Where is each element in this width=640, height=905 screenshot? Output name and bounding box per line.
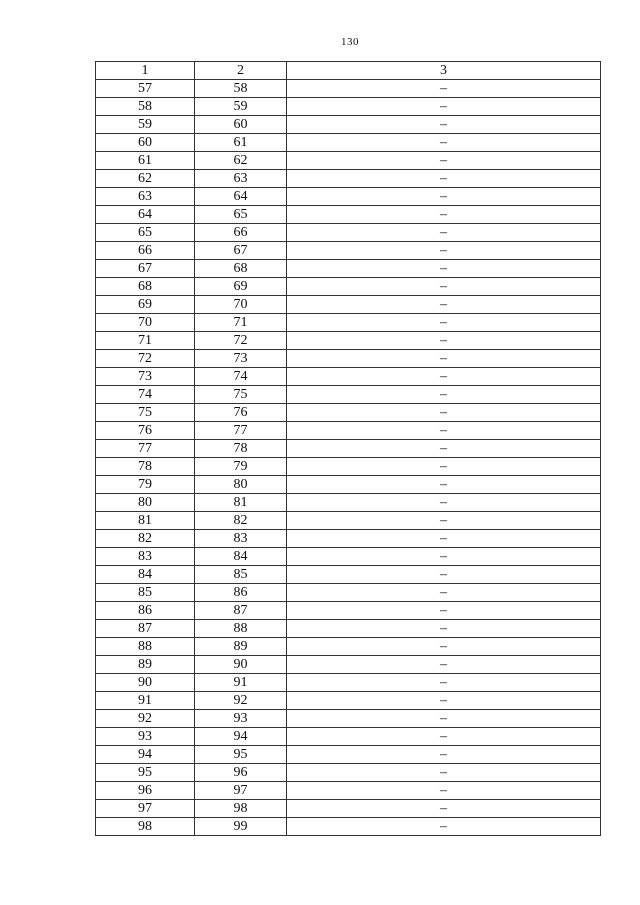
table-row [96,746,601,764]
table-cell-col-2: 97 [195,782,287,800]
table-cell-col-2: 70 [195,296,287,314]
table-cell-col-2: 89 [195,638,287,656]
table-cell-col-2: 58 [195,80,287,98]
table-row [96,134,601,152]
table-cell-col-3: – [287,782,601,800]
table-cell-col-3: – [287,494,601,512]
table-cell-col-2: 67 [195,242,287,260]
table-cell-col-3: – [287,296,601,314]
table-cell-col-1: 61 [96,152,195,170]
table-cell-col-2: 61 [195,134,287,152]
table-cell-col-1: 82 [96,530,195,548]
table-row [96,692,601,710]
table-cell-col-2: 71 [195,314,287,332]
table-cell-col-1: 91 [96,692,195,710]
table-row [96,782,601,800]
table-cell-col-1: 83 [96,548,195,566]
table-cell-col-2: 93 [195,710,287,728]
table-cell-col-1: 77 [96,440,195,458]
table-cell-col-2: 69 [195,278,287,296]
table-header-row [96,62,601,80]
table-cell-col-1: 88 [96,638,195,656]
table-cell-col-1: 65 [96,224,195,242]
table-cell-col-3: – [287,206,601,224]
table-cell-col-1: 74 [96,386,195,404]
table-cell-col-2: 80 [195,476,287,494]
table-cell-col-2: 66 [195,224,287,242]
table-cell-col-3: – [287,242,601,260]
table-row [96,566,601,584]
table-cell-col-2: 94 [195,728,287,746]
table-row [96,764,601,782]
table-row [96,584,601,602]
table-cell-col-3: – [287,512,601,530]
data-table [95,61,601,836]
table-cell-col-3: – [287,674,601,692]
table-cell-col-2: 91 [195,674,287,692]
table-row [96,476,601,494]
table-cell-col-1: 93 [96,728,195,746]
table-cell-col-2: 74 [195,368,287,386]
table-cell-col-2: 65 [195,206,287,224]
table-cell-col-1: 57 [96,80,195,98]
table-cell-col-3: – [287,638,601,656]
table-cell-col-2: 59 [195,98,287,116]
table-cell-col-3: – [287,530,601,548]
table-cell-col-1: 90 [96,674,195,692]
table-cell-col-3: – [287,764,601,782]
table-cell-col-2: 68 [195,260,287,278]
table-cell-col-3: – [287,332,601,350]
table-row [96,296,601,314]
table-cell-col-1: 85 [96,584,195,602]
table-cell-col-3: – [287,440,601,458]
table-cell-col-2: 83 [195,530,287,548]
table-cell-col-2: 82 [195,512,287,530]
table-cell-col-3: – [287,710,601,728]
page-number: 130 [341,36,359,48]
table-cell-col-3: – [287,800,601,818]
table-cell-col-1: 58 [96,98,195,116]
table-row [96,656,601,674]
table-row [96,674,601,692]
table-row [96,494,601,512]
table-cell-col-2: 90 [195,656,287,674]
table-cell-col-2: 75 [195,386,287,404]
table-cell-col-2: 73 [195,350,287,368]
table-cell-col-3: – [287,80,601,98]
table-cell-col-3: – [287,152,601,170]
table-row [96,800,601,818]
table-cell-col-3: – [287,476,601,494]
table-cell-col-3: – [287,116,601,134]
table-cell-col-3: – [287,548,601,566]
table-row [96,818,601,836]
table-cell-col-2: 96 [195,764,287,782]
table-row [96,224,601,242]
table-cell-col-3: – [287,134,601,152]
table-row [96,530,601,548]
table-row [96,422,601,440]
table-row [96,332,601,350]
table-row [96,206,601,224]
table-cell-col-1: 78 [96,458,195,476]
table-cell-col-3: – [287,314,601,332]
table-cell-col-3: – [287,170,601,188]
table-row [96,620,601,638]
table-cell-col-3: – [287,98,601,116]
table-cell-col-1: 94 [96,746,195,764]
column-header-3: 3 [287,62,601,80]
table-header [96,62,601,80]
table-row [96,260,601,278]
table-row [96,728,601,746]
table-cell-col-2: 76 [195,404,287,422]
table-cell-col-1: 70 [96,314,195,332]
table-body [96,80,601,836]
table-row [96,98,601,116]
table-cell-col-2: 99 [195,818,287,836]
table-cell-col-1: 67 [96,260,195,278]
table-row [96,386,601,404]
table-cell-col-2: 77 [195,422,287,440]
table-cell-col-2: 98 [195,800,287,818]
table-row [96,278,601,296]
table-row [96,548,601,566]
table-cell-col-3: – [287,656,601,674]
table-cell-col-1: 63 [96,188,195,206]
table-cell-col-3: – [287,746,601,764]
table-cell-col-1: 59 [96,116,195,134]
table-cell-col-2: 92 [195,692,287,710]
table-cell-col-3: – [287,404,601,422]
table-cell-col-2: 62 [195,152,287,170]
table-cell-col-1: 95 [96,764,195,782]
table-row [96,170,601,188]
table-row [96,242,601,260]
table-cell-col-3: – [287,818,601,836]
table-cell-col-1: 60 [96,134,195,152]
table-cell-col-3: – [287,728,601,746]
table-cell-col-3: – [287,422,601,440]
table-cell-col-3: – [287,584,601,602]
table-cell-col-2: 79 [195,458,287,476]
table-cell-col-2: 95 [195,746,287,764]
table-cell-col-2: 63 [195,170,287,188]
table-cell-col-3: – [287,620,601,638]
table-row [96,116,601,134]
table-cell-col-1: 92 [96,710,195,728]
table-cell-col-2: 81 [195,494,287,512]
table-cell-col-2: 64 [195,188,287,206]
table-cell-col-1: 84 [96,566,195,584]
table-cell-col-1: 66 [96,242,195,260]
table-cell-col-3: – [287,458,601,476]
table-cell-col-1: 72 [96,350,195,368]
table-cell-col-1: 96 [96,782,195,800]
table-cell-col-1: 68 [96,278,195,296]
table-row [96,404,601,422]
table-row [96,458,601,476]
table-row [96,602,601,620]
table-row [96,350,601,368]
table-cell-col-1: 64 [96,206,195,224]
table-row [96,314,601,332]
table-cell-col-2: 78 [195,440,287,458]
table-row [96,440,601,458]
table-cell-col-1: 69 [96,296,195,314]
table-row [96,188,601,206]
table-cell-col-2: 88 [195,620,287,638]
table-cell-col-1: 71 [96,332,195,350]
table-row [96,80,601,98]
table-cell-col-1: 89 [96,656,195,674]
table-cell-col-3: – [287,260,601,278]
table-cell-col-2: 87 [195,602,287,620]
table-cell-col-3: – [287,566,601,584]
table-cell-col-1: 62 [96,170,195,188]
table-cell-col-3: – [287,692,601,710]
table-cell-col-3: – [287,278,601,296]
table-row [96,512,601,530]
table-cell-col-1: 75 [96,404,195,422]
table-cell-col-2: 72 [195,332,287,350]
table-row [96,638,601,656]
table-cell-col-3: – [287,368,601,386]
table-cell-col-1: 97 [96,800,195,818]
table-cell-col-1: 86 [96,602,195,620]
table-cell-col-2: 85 [195,566,287,584]
table-cell-col-1: 87 [96,620,195,638]
table-cell-col-3: – [287,350,601,368]
table-cell-col-1: 81 [96,512,195,530]
table-row [96,710,601,728]
table-row [96,152,601,170]
table-cell-col-1: 80 [96,494,195,512]
table-cell-col-2: 86 [195,584,287,602]
column-header-1: 1 [96,62,195,80]
table-cell-col-3: – [287,386,601,404]
table-cell-col-1: 76 [96,422,195,440]
table-cell-col-3: – [287,224,601,242]
column-header-2: 2 [195,62,287,80]
table-cell-col-1: 98 [96,818,195,836]
table-cell-col-1: 79 [96,476,195,494]
table-cell-col-2: 60 [195,116,287,134]
table-cell-col-2: 84 [195,548,287,566]
table-row [96,368,601,386]
table-cell-col-1: 73 [96,368,195,386]
table-cell-col-3: – [287,602,601,620]
table-cell-col-3: – [287,188,601,206]
